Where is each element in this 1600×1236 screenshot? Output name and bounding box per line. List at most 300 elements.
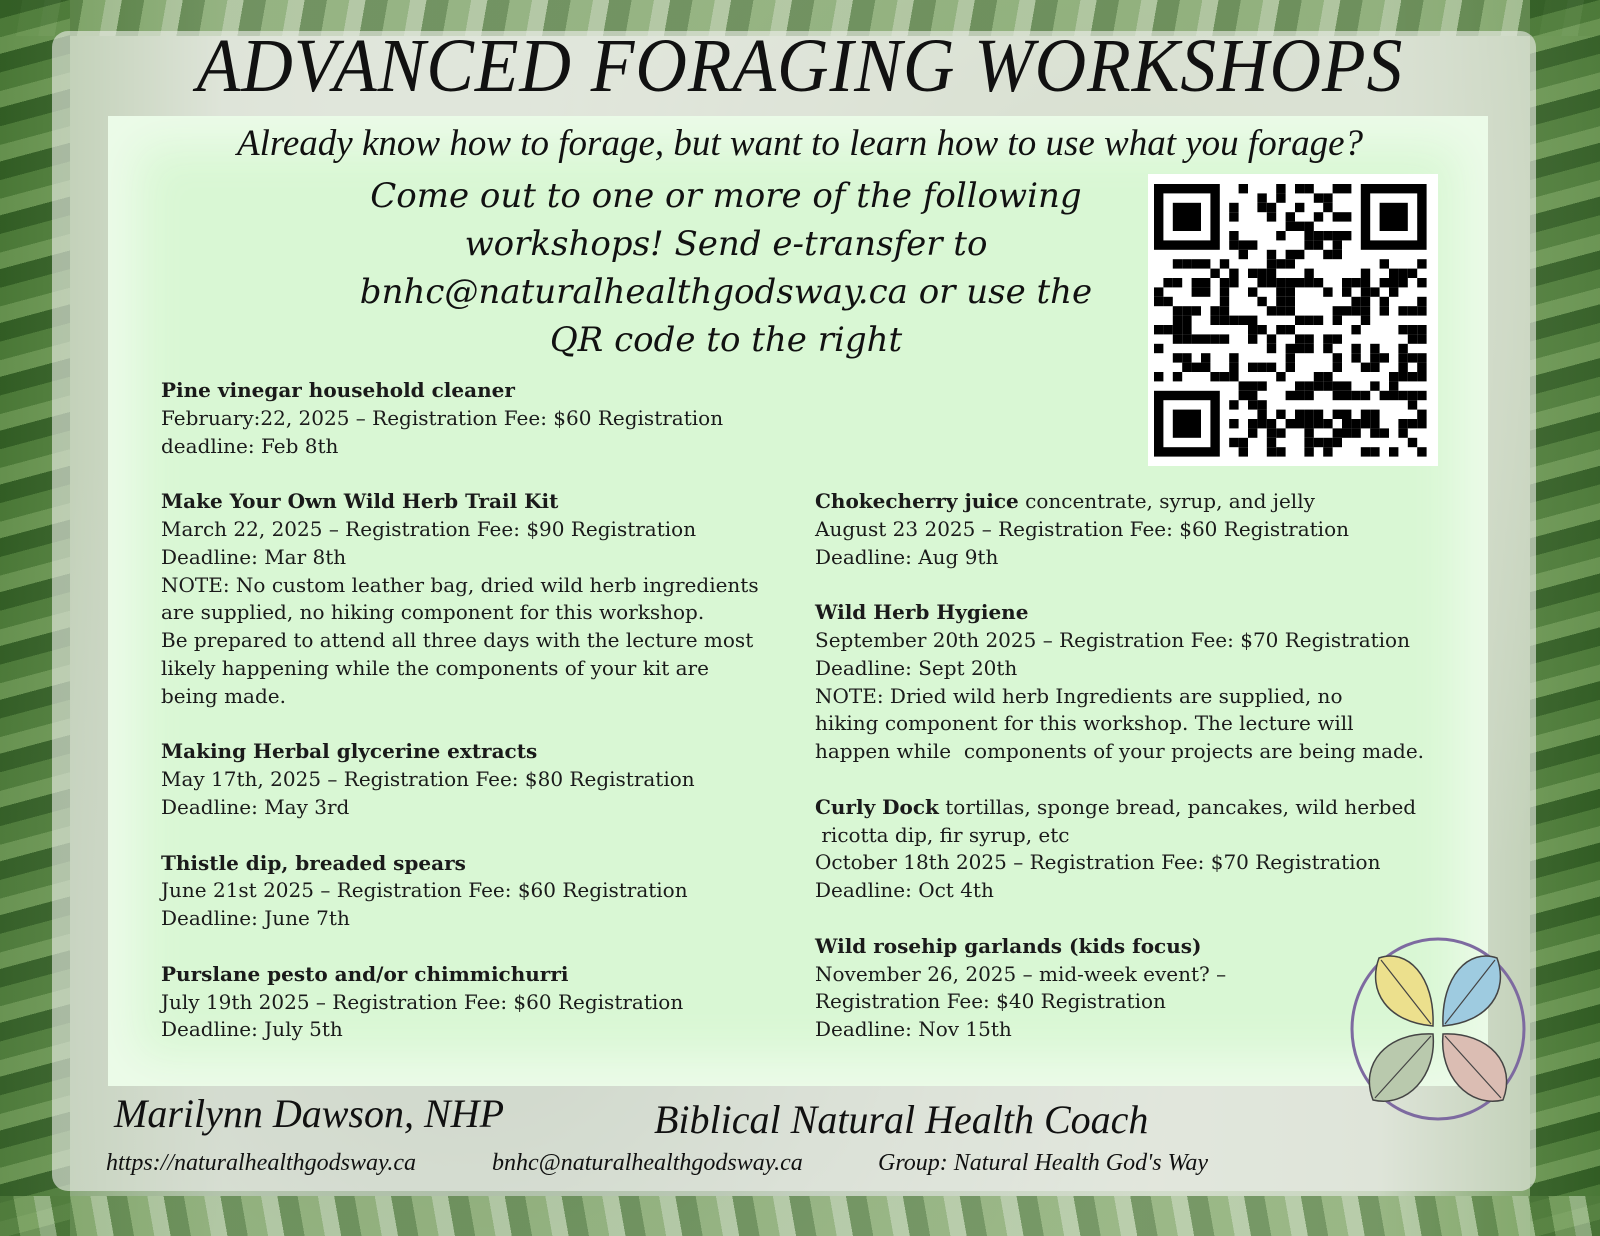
email-link[interactable]: bnhc@naturalhealthgodsway.ca [492, 1150, 803, 1176]
qr-module [1304, 222, 1313, 231]
qr-module [1333, 250, 1342, 259]
qr-module [1417, 447, 1426, 456]
workshop-detail: Deadline: Aug 9th [815, 544, 999, 569]
workshop-item [815, 488, 1475, 571]
qr-module [1361, 363, 1370, 372]
qr-module [1267, 419, 1276, 428]
qr-module [1417, 372, 1426, 381]
qr-module [1361, 269, 1370, 278]
qr-module [1389, 447, 1398, 456]
qr-module [1342, 287, 1351, 296]
qr-module [1286, 297, 1295, 306]
qr-module [1408, 372, 1417, 381]
qr-module [1286, 325, 1295, 334]
qr-module [1257, 363, 1266, 372]
qr-module [1257, 269, 1266, 278]
qr-module [1182, 325, 1191, 334]
qr-module [1342, 278, 1351, 287]
qr-module [1370, 287, 1379, 296]
qr-module [1182, 334, 1191, 343]
qr-module [1248, 269, 1257, 278]
workshop-detail: November 26, 2025 – mid-week event? – [815, 961, 1227, 986]
qr-module [1257, 203, 1266, 212]
qr-module [1398, 353, 1407, 362]
workshop-detail: May 17th, 2025 – Registration Fee: $80 Registration [161, 767, 695, 792]
qr-module [1220, 316, 1229, 325]
intro-line: bnhc@naturalhealthgodsway.ca or use the [359, 272, 1093, 312]
qr-module [1398, 269, 1407, 278]
qr-module [1323, 438, 1332, 447]
qr-module [1389, 287, 1398, 296]
qr-module [1267, 363, 1276, 372]
qr-module [1192, 287, 1201, 296]
qr-module [1304, 381, 1313, 390]
qr-module [1361, 316, 1370, 325]
qr-module [1370, 428, 1379, 437]
qr-module [1276, 193, 1285, 202]
qr-module [1398, 372, 1407, 381]
workshops-left-column [161, 377, 791, 1072]
workshop-title-rest: concentrate, syrup, and jelly [1018, 489, 1315, 513]
workshop-detail: October 18th 2025 – Registration Fee: $70 Registration [815, 850, 1381, 875]
qr-module [1342, 306, 1351, 315]
qr-module [1333, 438, 1342, 447]
workshop-detail: Deadline: Mar 8th [161, 544, 347, 569]
qr-module [1295, 419, 1304, 428]
qr-module [1333, 184, 1342, 193]
qr-module [1304, 410, 1313, 419]
qr-module [1267, 306, 1276, 315]
qr-module [1417, 297, 1426, 306]
qr-module [1304, 344, 1313, 353]
qr-module [1333, 353, 1342, 362]
workshop-detail: Deadline: Oct 4th [815, 878, 994, 903]
qr-module [1276, 278, 1285, 287]
qr-module [1398, 306, 1407, 315]
qr-module [1286, 363, 1295, 372]
qr-module [1229, 400, 1238, 409]
workshop-detail: Deadline: July 5th [161, 1017, 343, 1042]
qr-module [1333, 428, 1342, 437]
qr-module [1192, 334, 1201, 343]
qr-module [1257, 381, 1266, 390]
workshop-detail: July 19th 2025 – Registration Fee: $60 Registration [161, 989, 684, 1014]
qr-module [1286, 250, 1295, 259]
qr-module [1417, 410, 1426, 419]
workshop-detail: Deadline: Sept 20th [815, 655, 1018, 680]
qr-module [1267, 259, 1276, 268]
qr-module [1248, 391, 1257, 400]
workshop-detail: happen while components of your projects are being made. [815, 739, 1425, 764]
qr-module [1380, 353, 1389, 362]
intro-line: Come out to one or more of the following [370, 176, 1082, 216]
qr-module [1351, 278, 1360, 287]
qr-module [1333, 410, 1342, 419]
qr-module [1304, 447, 1313, 456]
qr-module [1333, 316, 1342, 325]
qr-module [1220, 306, 1229, 315]
qr-module [1286, 306, 1295, 315]
qr-module [1154, 372, 1163, 381]
qr-module [1257, 325, 1266, 334]
qr-module [1257, 419, 1266, 428]
qr-module [1323, 203, 1332, 212]
qr-module [1408, 391, 1417, 400]
flyer-subtitle: Already know how to forage, but want to learn how to use what you forage? [236, 123, 1364, 164]
qr-module [1267, 269, 1276, 278]
qr-module [1380, 259, 1389, 268]
qr-module [1163, 278, 1172, 287]
qr-module [1361, 419, 1370, 428]
workshop-title-rest: tortillas, sponge bread, pancakes, wild herbed [938, 794, 1417, 819]
qr-module [1370, 381, 1379, 390]
qr-module [1173, 353, 1182, 362]
qr-module [1201, 278, 1210, 287]
qr-module [1173, 316, 1182, 325]
workshop-detail: are supplied, no hiking component for this workshop. [161, 600, 705, 625]
qr-module [1220, 287, 1229, 296]
qr-module [1323, 381, 1332, 390]
qr-module [1314, 193, 1323, 202]
qr-module [1229, 231, 1238, 240]
qr-module [1351, 325, 1360, 334]
qr-module [1248, 316, 1257, 325]
qr-module [1257, 297, 1266, 306]
qr-module [1304, 240, 1313, 249]
workshop-item [815, 794, 1475, 905]
workshop-detail: August 23 2025 – Registration Fee: $60 Registration [815, 516, 1349, 541]
qr-module [1229, 240, 1238, 249]
qr-module [1314, 381, 1323, 390]
qr-module [1229, 363, 1238, 372]
workshop-detail: June 21st 2025 – Registration Fee: $60 Registration [161, 878, 688, 903]
qr-module [1361, 447, 1370, 456]
qr-module [1304, 231, 1313, 240]
qr-module [1257, 410, 1266, 419]
qr-module [1173, 278, 1182, 287]
workshop-title: Make Your Own Wild Herb Trail Kit [161, 489, 559, 514]
qr-module [1323, 193, 1332, 202]
qr-module [1276, 259, 1285, 268]
qr-module [1182, 353, 1191, 362]
flyer-title: ADVANCED FORAGING WORKSHOPS [196, 24, 1404, 108]
qr-module [1201, 259, 1210, 268]
workshop-detail: September 20th 2025 – Registration Fee: $70 Registration [815, 627, 1410, 652]
qr-module [1276, 410, 1285, 419]
background-foliage-right [1530, 0, 1600, 1236]
qr-module [1201, 287, 1210, 296]
qr-module [1398, 325, 1407, 334]
workshop-title: Making Herbal glycerine extracts [161, 739, 538, 764]
workshop-title-line [815, 794, 1475, 822]
qr-code-icon[interactable] [1148, 174, 1438, 466]
qr-module [1398, 428, 1407, 437]
qr-module [1210, 372, 1219, 381]
qr-module [1182, 259, 1191, 268]
qr-module [1370, 410, 1379, 419]
qr-module [1192, 259, 1201, 268]
qr-module [1267, 428, 1276, 437]
qr-module [1220, 278, 1229, 287]
workshop-title: Curly Dock [815, 794, 939, 819]
qr-module [1417, 353, 1426, 362]
workshop-title: Chokecherry juice [815, 489, 1019, 513]
qr-module [1295, 278, 1304, 287]
qr-module [1276, 184, 1285, 193]
workshop-title-line [161, 488, 791, 516]
workshop-title-line [815, 488, 1475, 516]
qr-module [1351, 344, 1360, 353]
workshop-title: Wild rosehip garlands (kids focus) [815, 933, 1202, 958]
qr-code-graphic [1154, 184, 1432, 458]
qr-module [1323, 344, 1332, 353]
workshop-item [815, 599, 1475, 766]
qr-module [1182, 306, 1191, 315]
qr-module [1351, 419, 1360, 428]
qr-module [1295, 203, 1304, 212]
qr-module [1361, 297, 1370, 306]
workshop-detail: Registration Fee: $40 Registration [815, 989, 1166, 1014]
qr-module [1182, 363, 1191, 372]
qr-module [1304, 269, 1313, 278]
qr-module [1257, 193, 1266, 202]
qr-module [1314, 419, 1323, 428]
qr-module [1248, 428, 1257, 437]
qr-module [1361, 287, 1370, 296]
qr-module [1304, 316, 1313, 325]
qr-module [1295, 316, 1304, 325]
workshop-title: Pine vinegar household cleaner [161, 378, 515, 402]
qr-module [1154, 325, 1163, 334]
qr-module [1351, 306, 1360, 315]
qr-module [1351, 391, 1360, 400]
qr-module [1314, 278, 1323, 287]
qr-module [1295, 381, 1304, 390]
qr-module [1380, 391, 1389, 400]
qr-module [1239, 250, 1248, 259]
workshop-title-line [161, 377, 791, 405]
qr-module [1248, 287, 1257, 296]
workshop-item [161, 850, 791, 933]
qr-module [1154, 297, 1163, 306]
qr-module [1417, 391, 1426, 400]
qr-module [1229, 203, 1238, 212]
qr-module [1314, 240, 1323, 249]
qr-module [1276, 287, 1285, 296]
qr-module [1229, 419, 1238, 428]
qr-module [1398, 278, 1407, 287]
qr-module [1295, 344, 1304, 353]
qr-module [1361, 306, 1370, 315]
qr-module [1408, 325, 1417, 334]
workshop-title-line [161, 961, 791, 989]
qr-module [1333, 240, 1342, 249]
qr-module [1173, 306, 1182, 315]
qr-module [1267, 212, 1276, 221]
qr-module [1220, 297, 1229, 306]
qr-module [1267, 250, 1276, 259]
qr-module [1333, 381, 1342, 390]
qr-module [1351, 353, 1360, 362]
qr-module [1295, 250, 1304, 259]
qr-module [1229, 316, 1238, 325]
qr-module [1286, 344, 1295, 353]
website-link[interactable]: https://naturalhealthgodsway.ca [106, 1150, 416, 1176]
workshop-detail: Deadline: Nov 15th [815, 1017, 1012, 1042]
qr-module [1323, 250, 1332, 259]
workshop-item [161, 961, 791, 1044]
workshop-detail: Deadline: June 7th [161, 906, 350, 931]
qr-module [1370, 363, 1379, 372]
workshop-title-line [161, 850, 791, 878]
qr-module [1304, 334, 1313, 343]
qr-module [1408, 353, 1417, 362]
qr-module [1342, 428, 1351, 437]
qr-module [1286, 391, 1295, 400]
qr-module [1380, 428, 1389, 437]
qr-module [1417, 419, 1426, 428]
qr-module [1248, 381, 1257, 390]
qr-module [1220, 334, 1229, 343]
qr-module [1408, 438, 1417, 447]
qr-module [1304, 419, 1313, 428]
qr-module [1239, 438, 1248, 447]
qr-module [1304, 278, 1313, 287]
qr-module [1389, 269, 1398, 278]
qr-module [1361, 278, 1370, 287]
workshop-detail: hiking component for this workshop. The lecture will [815, 711, 1354, 736]
qr-module [1201, 334, 1210, 343]
four-leaf-logo-icon [1347, 936, 1529, 1122]
qr-module [1323, 334, 1332, 343]
qr-module [1417, 325, 1426, 334]
qr-module [1417, 334, 1426, 343]
qr-module [1295, 184, 1304, 193]
qr-module [1276, 447, 1285, 456]
qr-module [1276, 325, 1285, 334]
qr-module [1286, 287, 1295, 296]
qr-module [1370, 353, 1379, 362]
qr-module [1163, 297, 1172, 306]
qr-module [1351, 428, 1360, 437]
qr-module [1323, 447, 1332, 456]
qr-module [1239, 316, 1248, 325]
qr-module [1295, 391, 1304, 400]
qr-module [1361, 391, 1370, 400]
qr-module [1220, 259, 1229, 268]
qr-module [1239, 391, 1248, 400]
qr-module [1323, 372, 1332, 381]
qr-module [1323, 419, 1332, 428]
workshop-detail: deadline: Feb 8th [161, 433, 339, 458]
qr-module [1173, 372, 1182, 381]
workshop-item [161, 377, 791, 460]
qr-module [1408, 334, 1417, 343]
qr-module [1239, 240, 1248, 249]
qr-module [1248, 363, 1257, 372]
qr-module [1229, 372, 1238, 381]
qr-module [1286, 278, 1295, 287]
group-link[interactable]: Group: Natural Health God's Way [878, 1150, 1209, 1176]
qr-module [1304, 438, 1313, 447]
qr-module [1267, 438, 1276, 447]
footer-role: Biblical Natural Health Coach [654, 1097, 1149, 1142]
qr-module [1286, 259, 1295, 268]
qr-module [1333, 363, 1342, 372]
qr-module [1295, 410, 1304, 419]
qr-module [1210, 316, 1219, 325]
qr-module [1389, 381, 1398, 390]
qr-module [1370, 344, 1379, 353]
qr-module [1173, 203, 1201, 231]
qr-module [1257, 400, 1266, 409]
qr-module [1220, 372, 1229, 381]
qr-module [1210, 334, 1219, 343]
qr-module [1210, 306, 1219, 315]
qr-module [1239, 381, 1248, 390]
qr-module [1276, 306, 1285, 315]
qr-module [1342, 184, 1351, 193]
workshop-title: Thistle dip, breaded spears [161, 850, 466, 875]
qr-module [1248, 325, 1257, 334]
qr-module [1417, 306, 1426, 315]
qr-module [1173, 259, 1182, 268]
workshop-detail: Deadline: May 3rd [161, 794, 350, 819]
qr-module [1248, 400, 1257, 409]
qr-module [1380, 278, 1389, 287]
qr-module [1342, 212, 1351, 221]
qr-module [1370, 447, 1379, 456]
qr-module [1192, 363, 1201, 372]
qr-module [1304, 391, 1313, 400]
qr-module [1173, 325, 1182, 334]
qr-module [1342, 419, 1351, 428]
workshop-item [161, 738, 791, 821]
workshop-title-line [815, 599, 1475, 627]
qr-module [1182, 316, 1191, 325]
qr-module [1192, 278, 1201, 287]
qr-module [1229, 278, 1238, 287]
qr-module [1314, 372, 1323, 381]
qr-module [1408, 400, 1417, 409]
qr-module [1380, 297, 1389, 306]
qr-module [1333, 391, 1342, 400]
qr-module [1342, 410, 1351, 419]
intro-line: workshops! Send e-transfer to [464, 224, 988, 264]
qr-module [1173, 410, 1201, 438]
qr-module [1323, 231, 1332, 240]
qr-module [1276, 231, 1285, 240]
workshop-detail: NOTE: No custom leather bag, dried wild herb ingredients [161, 572, 759, 597]
qr-module [1370, 419, 1379, 428]
qr-module [1389, 372, 1398, 381]
qr-module [1276, 297, 1285, 306]
qr-module [1239, 447, 1248, 456]
workshop-detail: March 22, 2025 – Registration Fee: $90 Registration [161, 516, 697, 541]
qr-module [1417, 259, 1426, 268]
qr-module [1192, 306, 1201, 315]
qr-module [1333, 334, 1342, 343]
workshop-detail: NOTE: Dried wild herb Ingredients are supplied, no [815, 683, 1343, 708]
qr-module [1295, 334, 1304, 343]
qr-module [1248, 240, 1257, 249]
qr-module [1380, 203, 1408, 231]
qr-module [1229, 438, 1238, 447]
qr-module [1333, 231, 1342, 240]
qr-module [1314, 316, 1323, 325]
qr-module [1323, 287, 1332, 296]
qr-module [1286, 222, 1295, 231]
